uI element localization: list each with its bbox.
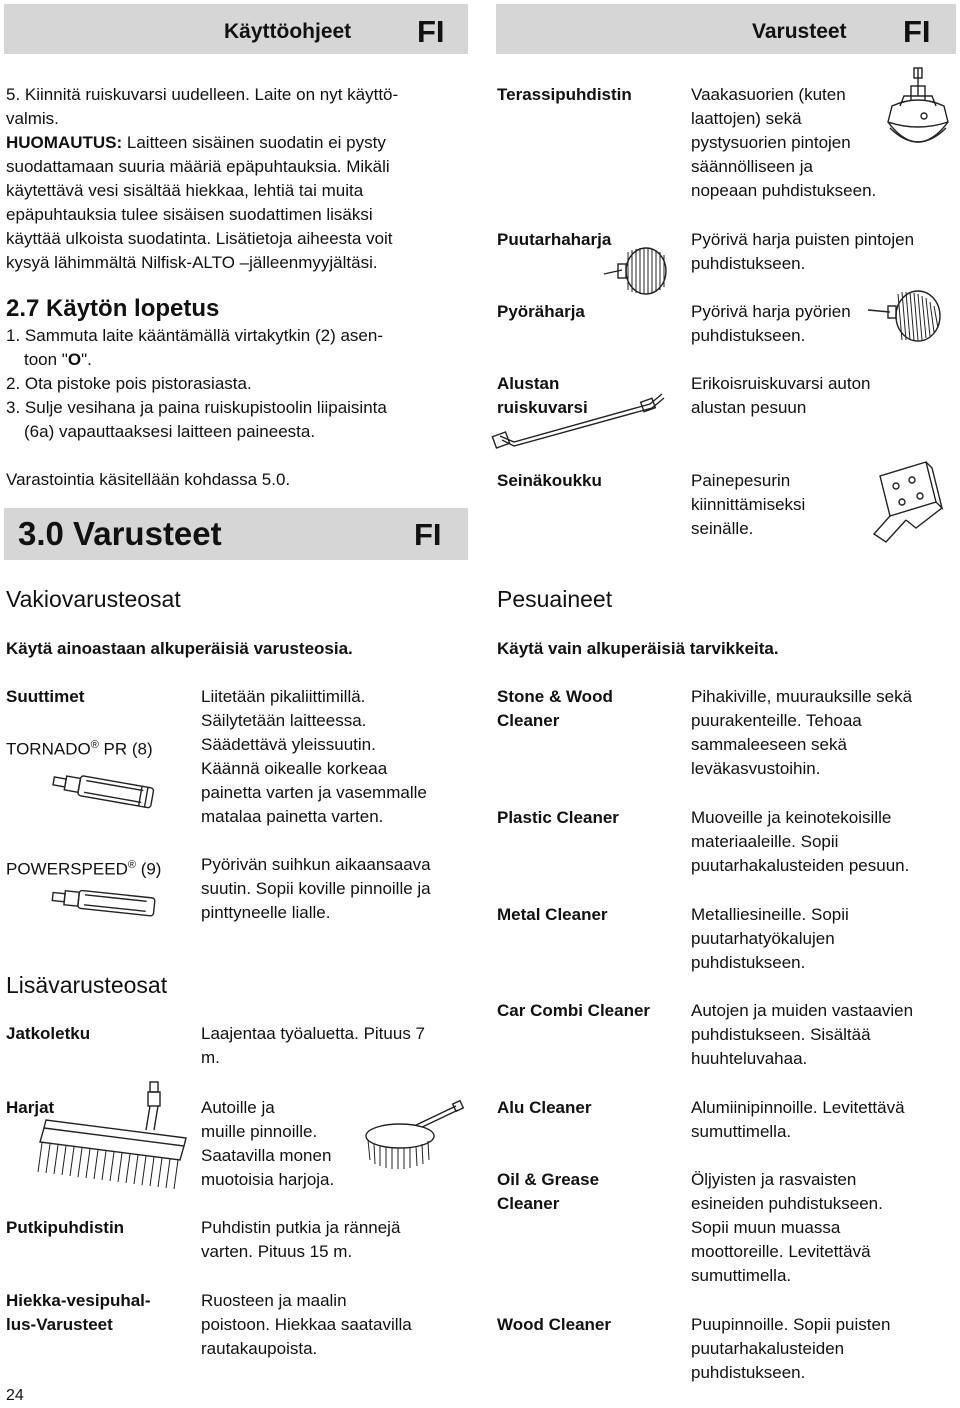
step3-line1: 3. Sulje vesihana ja paina ruiskupistoolin liipaisinta — [6, 398, 387, 417]
step1-post: ". — [81, 350, 92, 369]
nozzles-desc — [201, 685, 366, 733]
wall-hook-desc — [691, 469, 805, 541]
plastic-cleaner-desc — [691, 806, 909, 878]
step1-bold: O — [67, 350, 82, 369]
pipe-cleaner-label: Putkipuhdistin — [6, 1218, 125, 1237]
step1-line2 — [6, 348, 476, 372]
underbody-lance-icon — [490, 390, 670, 454]
patio-desc-5: nopeaan puhdistukseen. — [691, 181, 877, 200]
powerspeed-nozzle-icon — [50, 886, 160, 926]
powerspeed-desc — [201, 853, 431, 925]
tornado-desc-2: Käännä oikealle korkeaa — [201, 759, 388, 778]
left-header-bar — [4, 4, 468, 54]
brushes-desc-3: Saatavilla monen — [201, 1146, 332, 1165]
powerspeed-desc-2: suutin. Sopii koville pinnoille ja — [201, 879, 431, 898]
right-header-lang: FI — [903, 14, 931, 49]
powerspeed-suffix: (9) — [135, 859, 162, 879]
detergents-heading: Pesuaineet — [497, 586, 613, 612]
note-line6: kysyä lähimmältä Nilfisk-ALTO –jälleenmyyjältäsi. — [6, 253, 378, 272]
patio-cleaner-desc — [691, 83, 876, 203]
stone-wood-label — [497, 685, 613, 733]
nozzles-label: Suuttimet — [6, 687, 85, 706]
powerspeed-label — [6, 853, 161, 882]
stone-wood-desc — [691, 685, 912, 781]
wheel-brush-label: Pyöräharja — [497, 302, 585, 321]
wheel-brush-icon — [866, 288, 946, 344]
note-line1 — [6, 131, 476, 155]
plastic-desc-2: materiaaleille. Sopii — [691, 832, 839, 851]
wood-desc-1: Puupinnoille. Sopii puisten — [691, 1315, 891, 1334]
right-header-title: Varusteet — [752, 20, 847, 43]
wood-desc-2: puutarhakalusteiden — [691, 1339, 845, 1358]
patio-cleaner-icon — [878, 66, 958, 166]
right-header-bar — [496, 4, 956, 54]
underbody-lance-desc — [691, 372, 871, 420]
left-header-lang: FI — [417, 14, 445, 49]
sandblast-desc-1: Ruosteen ja maalin — [201, 1291, 347, 1310]
oil-grease-label — [497, 1168, 599, 1216]
metal-cleaner-label: Metal Cleaner — [497, 905, 608, 924]
stone-wood-desc-1: Pihakiville, muurauksille sekä — [691, 687, 913, 706]
powerspeed-desc-1: Pyörivän suihkun aikaansaava — [201, 855, 431, 874]
car-combi-desc-1: Autojen ja muiden vastaavien — [691, 1001, 914, 1020]
section-27-steps — [6, 324, 476, 444]
metal-desc-1: Metalliesineille. Sopii — [691, 905, 849, 924]
stone-wood-label-1: Stone & Wood — [497, 687, 613, 706]
tornado-desc — [201, 733, 427, 829]
note-text: Laitteen sisäinen suodatin ei pysty — [122, 133, 386, 152]
wood-cleaner-desc — [691, 1313, 890, 1385]
underbody-label-2: ruiskuvarsi — [497, 398, 588, 417]
car-combi-label: Car Combi Cleaner — [497, 1001, 651, 1020]
nozzles-desc-2: Säilytetään laitteessa. — [201, 711, 367, 730]
note-line3: käytettävä vesi sisältää hiekkaa, lehtiä tai muita — [6, 181, 364, 200]
nozzles-desc-1: Liitetään pikaliittimillä. — [201, 687, 366, 706]
sandblast-label-1: Hiekka-vesipuhal- — [6, 1291, 151, 1310]
oil-grease-desc-3: Sopii muun muassa — [691, 1218, 841, 1237]
underbody-label-1: Alustan — [497, 374, 560, 393]
wood-cleaner-label: Wood Cleaner — [497, 1315, 611, 1334]
sandblast-desc-2: poistoon. Hiekkaa saatavilla — [201, 1315, 412, 1334]
storage-note: Varastointia käsitellään kohdassa 5.0. — [6, 470, 291, 489]
metal-cleaner-desc — [691, 903, 849, 975]
left-header-title: Käyttöohjeet — [224, 20, 352, 43]
brushes-label: Harjat — [6, 1098, 55, 1117]
step1-line1: 1. Sammuta laite kääntämällä virtakytkin (2) asen- — [6, 326, 383, 345]
powerspeed-desc-3: pinttyneelle lialle. — [201, 903, 331, 922]
standard-heading: Vakiovarusteosat — [6, 586, 181, 612]
step2: 2. Ota pistoke pois pistorasiasta. — [6, 374, 252, 393]
wood-desc-3: puhdistukseen. — [691, 1363, 806, 1382]
note-line5: käyttää ulkoista suodatinta. Lisätietoja aiheesta voit — [6, 229, 393, 248]
car-combi-desc-3: huuhteluvahaa. — [691, 1049, 808, 1068]
wall-hook-desc-3: seinälle. — [691, 519, 754, 538]
tornado-desc-1: Säädettävä yleissuutin. — [201, 735, 376, 754]
powerspeed-reg: ® — [127, 859, 136, 871]
oil-grease-label-1: Oil & Grease — [497, 1170, 600, 1189]
plastic-cleaner-label: Plastic Cleaner — [497, 808, 619, 827]
alu-desc-1: Alumiinipinnoille. Levitettävä — [691, 1098, 905, 1117]
metal-desc-3: puhdistukseen. — [691, 953, 806, 972]
wall-bracket-icon — [866, 458, 956, 548]
patio-desc-2: laattojen) sekä — [691, 109, 802, 128]
tornado-desc-3: painetta varten ja vasemmalle — [201, 783, 427, 802]
tornado-suffix: PR (8) — [98, 739, 153, 759]
powerspeed-name: POWERSPEED — [6, 859, 128, 879]
oil-grease-label-2: Cleaner — [497, 1194, 560, 1213]
garden-brush-desc — [691, 228, 914, 276]
wall-hook-desc-1: Painepesurin — [691, 471, 791, 490]
wash-brush-icon — [34, 1080, 194, 1200]
section-30-band — [4, 508, 468, 560]
page-number: 24 — [6, 1387, 24, 1404]
oil-grease-desc — [691, 1168, 883, 1288]
note-line4: epäpuhtauksia tulee sisäisen suodattimen lisäksi — [6, 205, 373, 224]
rotary-brush-icon — [602, 246, 682, 296]
sandblast-label-2: lus-Varusteet — [6, 1315, 113, 1334]
alu-desc-2: sumuttimella. — [691, 1122, 792, 1141]
tornado-reg: ® — [90, 739, 99, 751]
step5-line1: 5. Kiinnitä ruiskuvarsi uudelleen. Laite on nyt käyttö- — [6, 85, 399, 104]
alu-cleaner-label: Alu Cleaner — [497, 1098, 592, 1117]
note-label: HUOMAUTUS: — [6, 133, 123, 152]
plastic-desc-1: Muoveille ja keinotekoisille — [691, 808, 892, 827]
garden-brush-desc-2: puhdistukseen. — [691, 254, 806, 273]
wall-hook-desc-2: kiinnittämiseksi — [691, 495, 806, 514]
underbody-desc-1: Erikoisruiskuvarsi auton — [691, 374, 871, 393]
pipe-cleaner-desc-1: Puhdistin putkia ja rännejä — [201, 1218, 401, 1237]
extension-hose-desc-1: Laajentaa työaluetta. Pituus 7 — [201, 1024, 425, 1043]
extension-hose-desc-2: m. — [201, 1048, 220, 1067]
patio-desc-3: pystysuorien pintojen — [691, 133, 851, 152]
tornado-desc-4: matalaa painetta varten. — [201, 807, 384, 826]
step5-line2: valmis. — [6, 109, 59, 128]
car-combi-desc — [691, 999, 913, 1071]
garden-brush-desc-1: Pyörivä harja puisten pintojen — [691, 230, 915, 249]
patio-desc-1: Vaakasuorien (kuten — [691, 85, 846, 104]
stone-wood-label-2: Cleaner — [497, 711, 560, 730]
brushes-desc-1: Autoille ja — [201, 1098, 275, 1117]
section-30-lang: FI — [414, 517, 442, 552]
wall-hook-label: Seinäkoukku — [497, 471, 602, 490]
sandblast-label — [6, 1289, 151, 1337]
car-combi-desc-2: puhdistukseen. Sisältää — [691, 1025, 871, 1044]
alu-cleaner-desc — [691, 1096, 905, 1144]
wheel-brush-desc-2: puhdistukseen. — [691, 326, 806, 345]
metal-desc-2: puutarhatyökalujen — [691, 929, 835, 948]
section-27-heading: 2.7 Käytön lopetus — [6, 295, 220, 322]
stone-wood-desc-2: puurakenteille. Tehoaa — [691, 711, 862, 730]
brushes-desc-4: muotoisia harjoja. — [201, 1170, 335, 1189]
patio-desc-4: säännölliseen ja — [691, 157, 813, 176]
section-30-heading: 3.0 Varusteet — [18, 515, 222, 552]
extension-hose-desc — [201, 1022, 425, 1070]
note-line2: suodattamaan suuria määriä epäpuhtauksia. Mikäli — [6, 157, 390, 176]
patio-cleaner-label: Terassipuhdistin — [497, 85, 632, 104]
tornado-name: TORNADO — [6, 739, 91, 759]
extension-hose-label: Jatkoletku — [6, 1024, 91, 1043]
pipe-cleaner-desc — [201, 1216, 400, 1264]
garden-brush-label: Puutarhaharja — [497, 230, 612, 249]
oil-grease-desc-4: moottoreille. Levitettävä — [691, 1242, 871, 1261]
brushes-desc-2: muille pinnoille. — [201, 1122, 318, 1141]
underbody-desc-2: alustan pesuun — [691, 398, 807, 417]
step3-line2: (6a) vapauttaaksesi laitteen paineesta. — [24, 422, 316, 441]
wheel-brush-desc — [691, 300, 851, 348]
intro-text — [6, 83, 476, 275]
oil-grease-desc-2: esineiden puhdistukseen. — [691, 1194, 883, 1213]
sandblast-desc-3: rautakaupoista. — [201, 1339, 318, 1358]
oil-grease-desc-1: Öljyisten ja rasvaisten — [691, 1170, 857, 1189]
round-brush-icon — [356, 1102, 466, 1182]
tornado-nozzle-icon — [50, 770, 160, 820]
standard-subheading: Käytä ainoastaan alkuperäisiä varusteosia. — [6, 639, 353, 658]
wheel-brush-desc-1: Pyörivä harja pyörien — [691, 302, 851, 321]
oil-grease-desc-5: sumuttimella. — [691, 1266, 792, 1285]
plastic-desc-3: puutarhakalusteiden pesuun. — [691, 856, 910, 875]
step1-pre: toon " — [24, 350, 68, 369]
stone-wood-desc-3: sammaleeseen sekä — [691, 735, 847, 754]
tornado-label — [6, 733, 153, 762]
brushes-desc — [201, 1096, 334, 1192]
pipe-cleaner-desc-2: varten. Pituus 15 m. — [201, 1242, 353, 1261]
detergents-subheading: Käytä vain alkuperäisiä tarvikkeita. — [497, 639, 779, 658]
sandblast-desc — [201, 1289, 412, 1361]
stone-wood-desc-4: leväkasvustoihin. — [691, 759, 821, 778]
extra-heading: Lisävarusteosat — [6, 972, 168, 998]
